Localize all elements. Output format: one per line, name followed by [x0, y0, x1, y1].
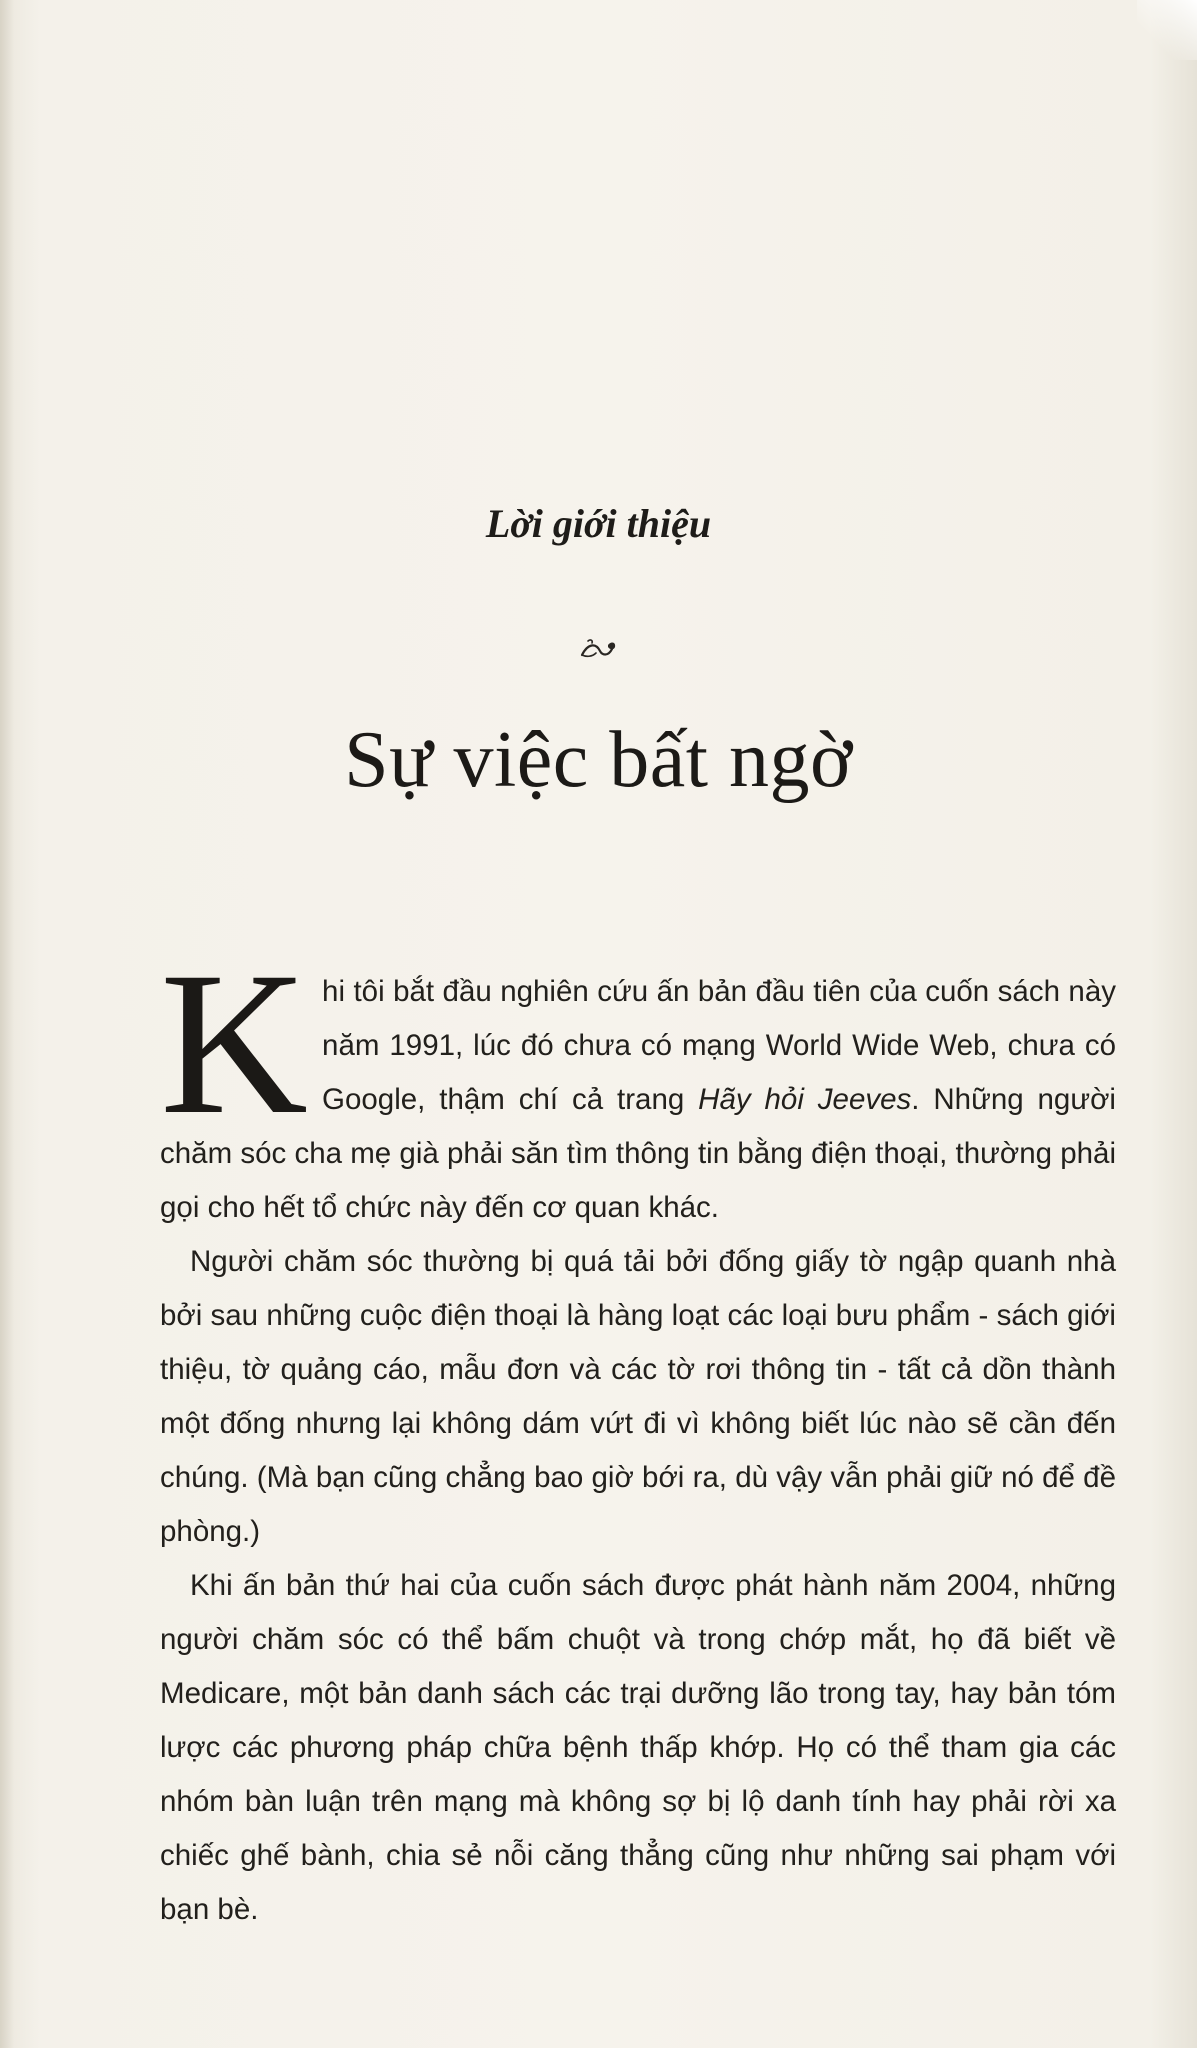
paragraph-3: Khi ấn bản thứ hai của cuốn sách được phát hành năm 2004, những người chăm sóc có thể bấm chuột và trong chớp mắt, họ đã biết về Medicare, một bản danh sách các trại dưỡng lão trong tay, hay bản tóm lược các phương pháp chữa bệnh thấp khớp. Họ có thể tham gia các nhóm bàn luận trên mạng mà không sợ bị lộ danh tính hay phải rời xa chiếc ghế bành, chia sẻ nỗi căng thẳng cũng như những sai phạm với bạn bè. — [160, 1569, 1116, 1926]
paragraph-1 — [160, 930, 1116, 1235]
paragraph-1-text-end: . Những người chăm sóc cha mẹ già phải săn tìm thông tin bằng điện thoại, thường phải gọi cho hết tổ chức này đến cơ quan khác. — [160, 1083, 1116, 1224]
dropcap-letter: K — [160, 930, 309, 1157]
paragraph-2: Người chăm sóc thường bị quá tải bởi đống giấy tờ ngập quanh nhà bởi sau những cuộc điện thoại là hàng loạt các loại bưu phẩm - sách giới thiệu, tờ quảng cáo, mẫu đơn và các tờ rơi thông tin - tất cả dồn thành một đống nhưng lại không dám vứt đi vì không biết lúc nào sẽ cần đến chúng. (Mà bạn cũng chẳng bao giờ bới ra, dù vậy vẫn phải giữ nó để đề phòng.) — [160, 1245, 1116, 1548]
chapter-title: Sự việc bất ngờ — [344, 716, 853, 804]
section-label: Lời giới thiệu — [485, 501, 712, 546]
paragraph-1-italic: Hãy hỏi Jeeves — [698, 1083, 912, 1116]
flourish-ornament-icon — [578, 635, 620, 663]
page-edge-highlight — [1137, 0, 1197, 60]
spine-shadow — [0, 0, 14, 2048]
paragraph-1-text: hi tôi bắt đầu nghiên cứu ấn bản đầu tiên của cuốn sách này năm 1991, lúc đó chưa có mạng World Wide Web, chưa có Google, thậm chí cả trang — [322, 975, 1116, 1116]
body-text — [160, 930, 1116, 1937]
